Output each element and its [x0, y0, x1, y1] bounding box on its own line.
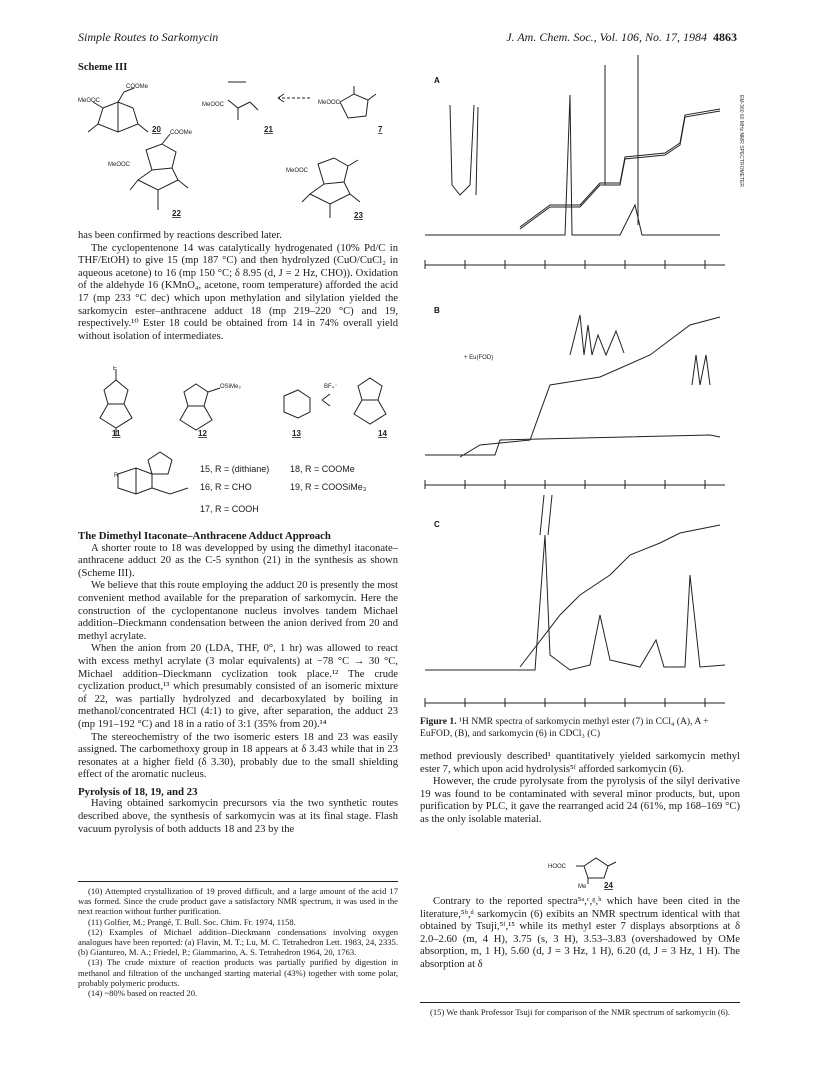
section-heading: Pyrolysis of 18, 19, and 23: [78, 785, 198, 798]
caption-text: ¹H NMR spectra of sarkomycin methyl ester (7) in CCl₄ (A), A + EuFOD, (B), and sarkomycin (6) in CDCl₃ (C): [420, 716, 709, 739]
paragraph: has been confirmed by reactions described later.: [78, 230, 282, 241]
footnote: (15) We thank Professor Tsuji for comparison of the NMR spectrum of sarkomycin (6).: [430, 1007, 731, 1017]
group-label: MeOOC: [78, 98, 101, 104]
compound-number: 11: [112, 429, 121, 438]
compounds-11-14: [78, 366, 398, 438]
group-label: COOMe: [126, 84, 149, 90]
group-label: COOMe: [170, 130, 193, 136]
compound-17: 17, R = COOH: [200, 504, 259, 514]
r-group-label: R: [114, 473, 119, 479]
footnote: (14) ~80% based on reacted 20.: [88, 988, 198, 999]
group-label: MeOOC: [108, 162, 131, 168]
reagent-label: + Eu(FOD): [464, 355, 494, 361]
figure-caption: [420, 716, 742, 739]
compound-number: 13: [292, 429, 301, 438]
footnote-rule: [78, 881, 398, 882]
group-label: OSiMe₃: [220, 384, 241, 390]
footnote: (11) Golfier, M.; Prangé, T. Bull. Soc. Chim. Fr. 1974, 1158.: [88, 916, 296, 927]
footnote: (13) The crude mixture of reaction products was partially purified by digestion in methanol and filtration of the unchanged starting material (43%) together with some polar, probably polymeric products.: [78, 957, 398, 988]
body-text-right: [420, 751, 740, 827]
group-label: Me: [578, 884, 587, 890]
spectrometer-label: EM-360 60 MHz NMR SPECTROMETER: [738, 95, 744, 187]
compound-24: [544, 850, 644, 890]
caption-label: Figure 1.: [420, 716, 457, 727]
running-title: Simple Routes to Sarkomycin: [78, 30, 219, 44]
journal-citation: [506, 30, 737, 45]
scheme-iii-structures: [78, 72, 398, 222]
compound-number: 23: [354, 211, 363, 220]
compound-15: 15, R = (dithiane): [200, 464, 270, 474]
compound-18: 18, R = COOMe: [290, 464, 355, 474]
compound-number: 14: [378, 429, 387, 438]
compound-number: 24: [604, 881, 613, 890]
group-label: MeOOC: [202, 102, 225, 108]
panel-a-label: A: [434, 76, 440, 85]
group-label: E: [113, 366, 118, 372]
footnotes-left: [78, 886, 398, 998]
page-number: 4863: [713, 30, 737, 44]
footnote-right: [420, 1007, 740, 1017]
group-label: HOOC: [548, 864, 566, 870]
journal-name: J. Am. Chem. Soc., Vol. 106, No. 17, 1984: [506, 30, 707, 44]
paragraph: Having obtained sarkomycin precursors via the two synthetic routes described above, the synthesis of sarkomycin was at its final stage. Flash vacuum pyrolysis of both adducts 18 and 23 by the: [78, 798, 398, 835]
body-text-left-main: [78, 530, 398, 836]
paragraph: When the anion from 20 (LDA, THF, 0°, 1 hr) was allowed to react with excess methyl acrylate (3 molar equivalents) at −78 °C → 30 °C, Michael addition–Dieckmann cyclization took place.¹² The crude cyclization product,¹³ which presumably consisted of an isomeric mixture of 22, was partially hydrolyzed and decarboxylated by boiling in methanol/concentrated HCl (4:1) to give, after separation, the adduct 23 (mp 191–192 °C) and 18 in a ratio of 3:1 (35% from 20).¹⁴: [78, 643, 398, 730]
footnote: (12) Examples of Michael addition–Dieckmann condensations involving oxygen analogues have been reported: (a) Flavin, M. T.; Lu, M. C. Tetrahedron Lett. 1983, 24, 2335. (b) Giantureo, M. A.; Friedel, P.; Giammarino, A. S. Tetrahedron 1964, 20, 1763.: [78, 926, 398, 958]
panel-b-label: B: [434, 306, 440, 315]
compound-16: 16, R = CHO: [200, 482, 252, 492]
paragraph: The cyclopentenone 14 was catalytically hydrogenated (10% Pd/C in THF/EtOH) to give 15 (mp 187 °C) and then hydrolyzed (CuO/CuCl₂ in aqueous acetone) to 16 (mp 150 °C; δ 8.95 (d, J = 2 Hz, CHO)). Oxidation of the aldehyde 16 (KMnO₄, acetone, room temperature) afforded the acid 17 (mp 233 °C dec) which upon methylation and silylation yielded the sarkomycin ester–anthracene adduct 18 (mp 219–220 °C) and 19, respectively.¹⁰ Ester 18 could be obtained from 14 in 74% overall yield without isolation of intermediates.: [78, 242, 398, 342]
compound-number: 12: [198, 429, 207, 438]
paragraph: method previously described¹ quantitatively yielded sarkomycin methyl ester 7, which upon acid hydrolysis⁵ᶠ afforded sarkomycin (6).: [420, 751, 740, 775]
group-label: MeOOC: [286, 168, 309, 174]
footnote-rule: [420, 1002, 740, 1003]
compound-number: 22: [172, 209, 181, 218]
footnote: (10) Attempted crystallization of 19 proved difficult, and a large amount of the acid 17 was formed. Since the crude product gave a satisfactory NMR spectrum, it was used in the next reaction without further purification.: [78, 886, 398, 917]
compound-list: [200, 464, 400, 526]
scheme-title: Scheme III: [78, 62, 128, 73]
group-label: MeOOC: [318, 100, 341, 106]
paragraph: The stereochemistry of the two isomeric esters 18 and 23 was easily assigned. The carbomethoxy group in 18 appears at δ 3.43 while that in 23 resonates at a higher field (δ 3.30), probably due to the small shielding effect of the aromatic nucleus.: [78, 731, 398, 781]
group-label: BF₄⁻: [324, 384, 338, 390]
compound-number: 7: [378, 125, 383, 134]
paragraph: We believe that this route employing the adduct 20 is presently the most convenient method available for the preparation of sarkomycin. Here the construction of the cyclopentanone nucleus involves tandem Michael addition–Dieckmann condensation between the anion derived from 20 and methyl acrylate.: [78, 580, 398, 642]
compound-number: 20: [152, 125, 161, 134]
panel-c-label: C: [434, 520, 440, 529]
body-text-left-top: [78, 230, 398, 343]
nmr-figure: [420, 55, 750, 710]
body-text-right-bottom: [420, 896, 740, 972]
paragraph: However, the crude pyrolysate from the pyrolysis of the silyl derivative 19 was found to be contaminated with several minor products, but, upon purification by PLC, it gave the rearranged acid 24 (61%, mp 168–169 °C) as the only isolable material.: [420, 776, 740, 825]
compound-19: 19, R = COOSiMe₃: [290, 482, 367, 492]
compound-number: 21: [264, 125, 273, 134]
paragraph: Contrary to the reported spectra⁵ᵃ,ᶜ,ᵍ,ʰ which have been cited in the literature,⁵ᵇ,ᵈ sarkomycin (6) exibits an NMR spectrum identical with that obtained by Tsuji,⁵ᶠ,¹⁵ while its methyl ester 7 displays absorptions at δ 2.0–2.60 (m, 4 H), 3.75 (s, 3 H), 3.53–3.83 (overshadowed by OMe absorption, m, 1 H), 5.60 (d, J = 3 Hz, 1 H), 6.20 (d, J = 3 Hz, 1 H). The absorption at δ: [420, 896, 740, 970]
section-heading: The Dimethyl Itaconate–Anthracene Adduct Approach: [78, 530, 331, 542]
paragraph: A shorter route to 18 was developped by using the dimethyl itaconate–anthracene adduct 20 as the C-5 synthon (21) in the synthesis as shown (Scheme III).: [78, 542, 398, 579]
